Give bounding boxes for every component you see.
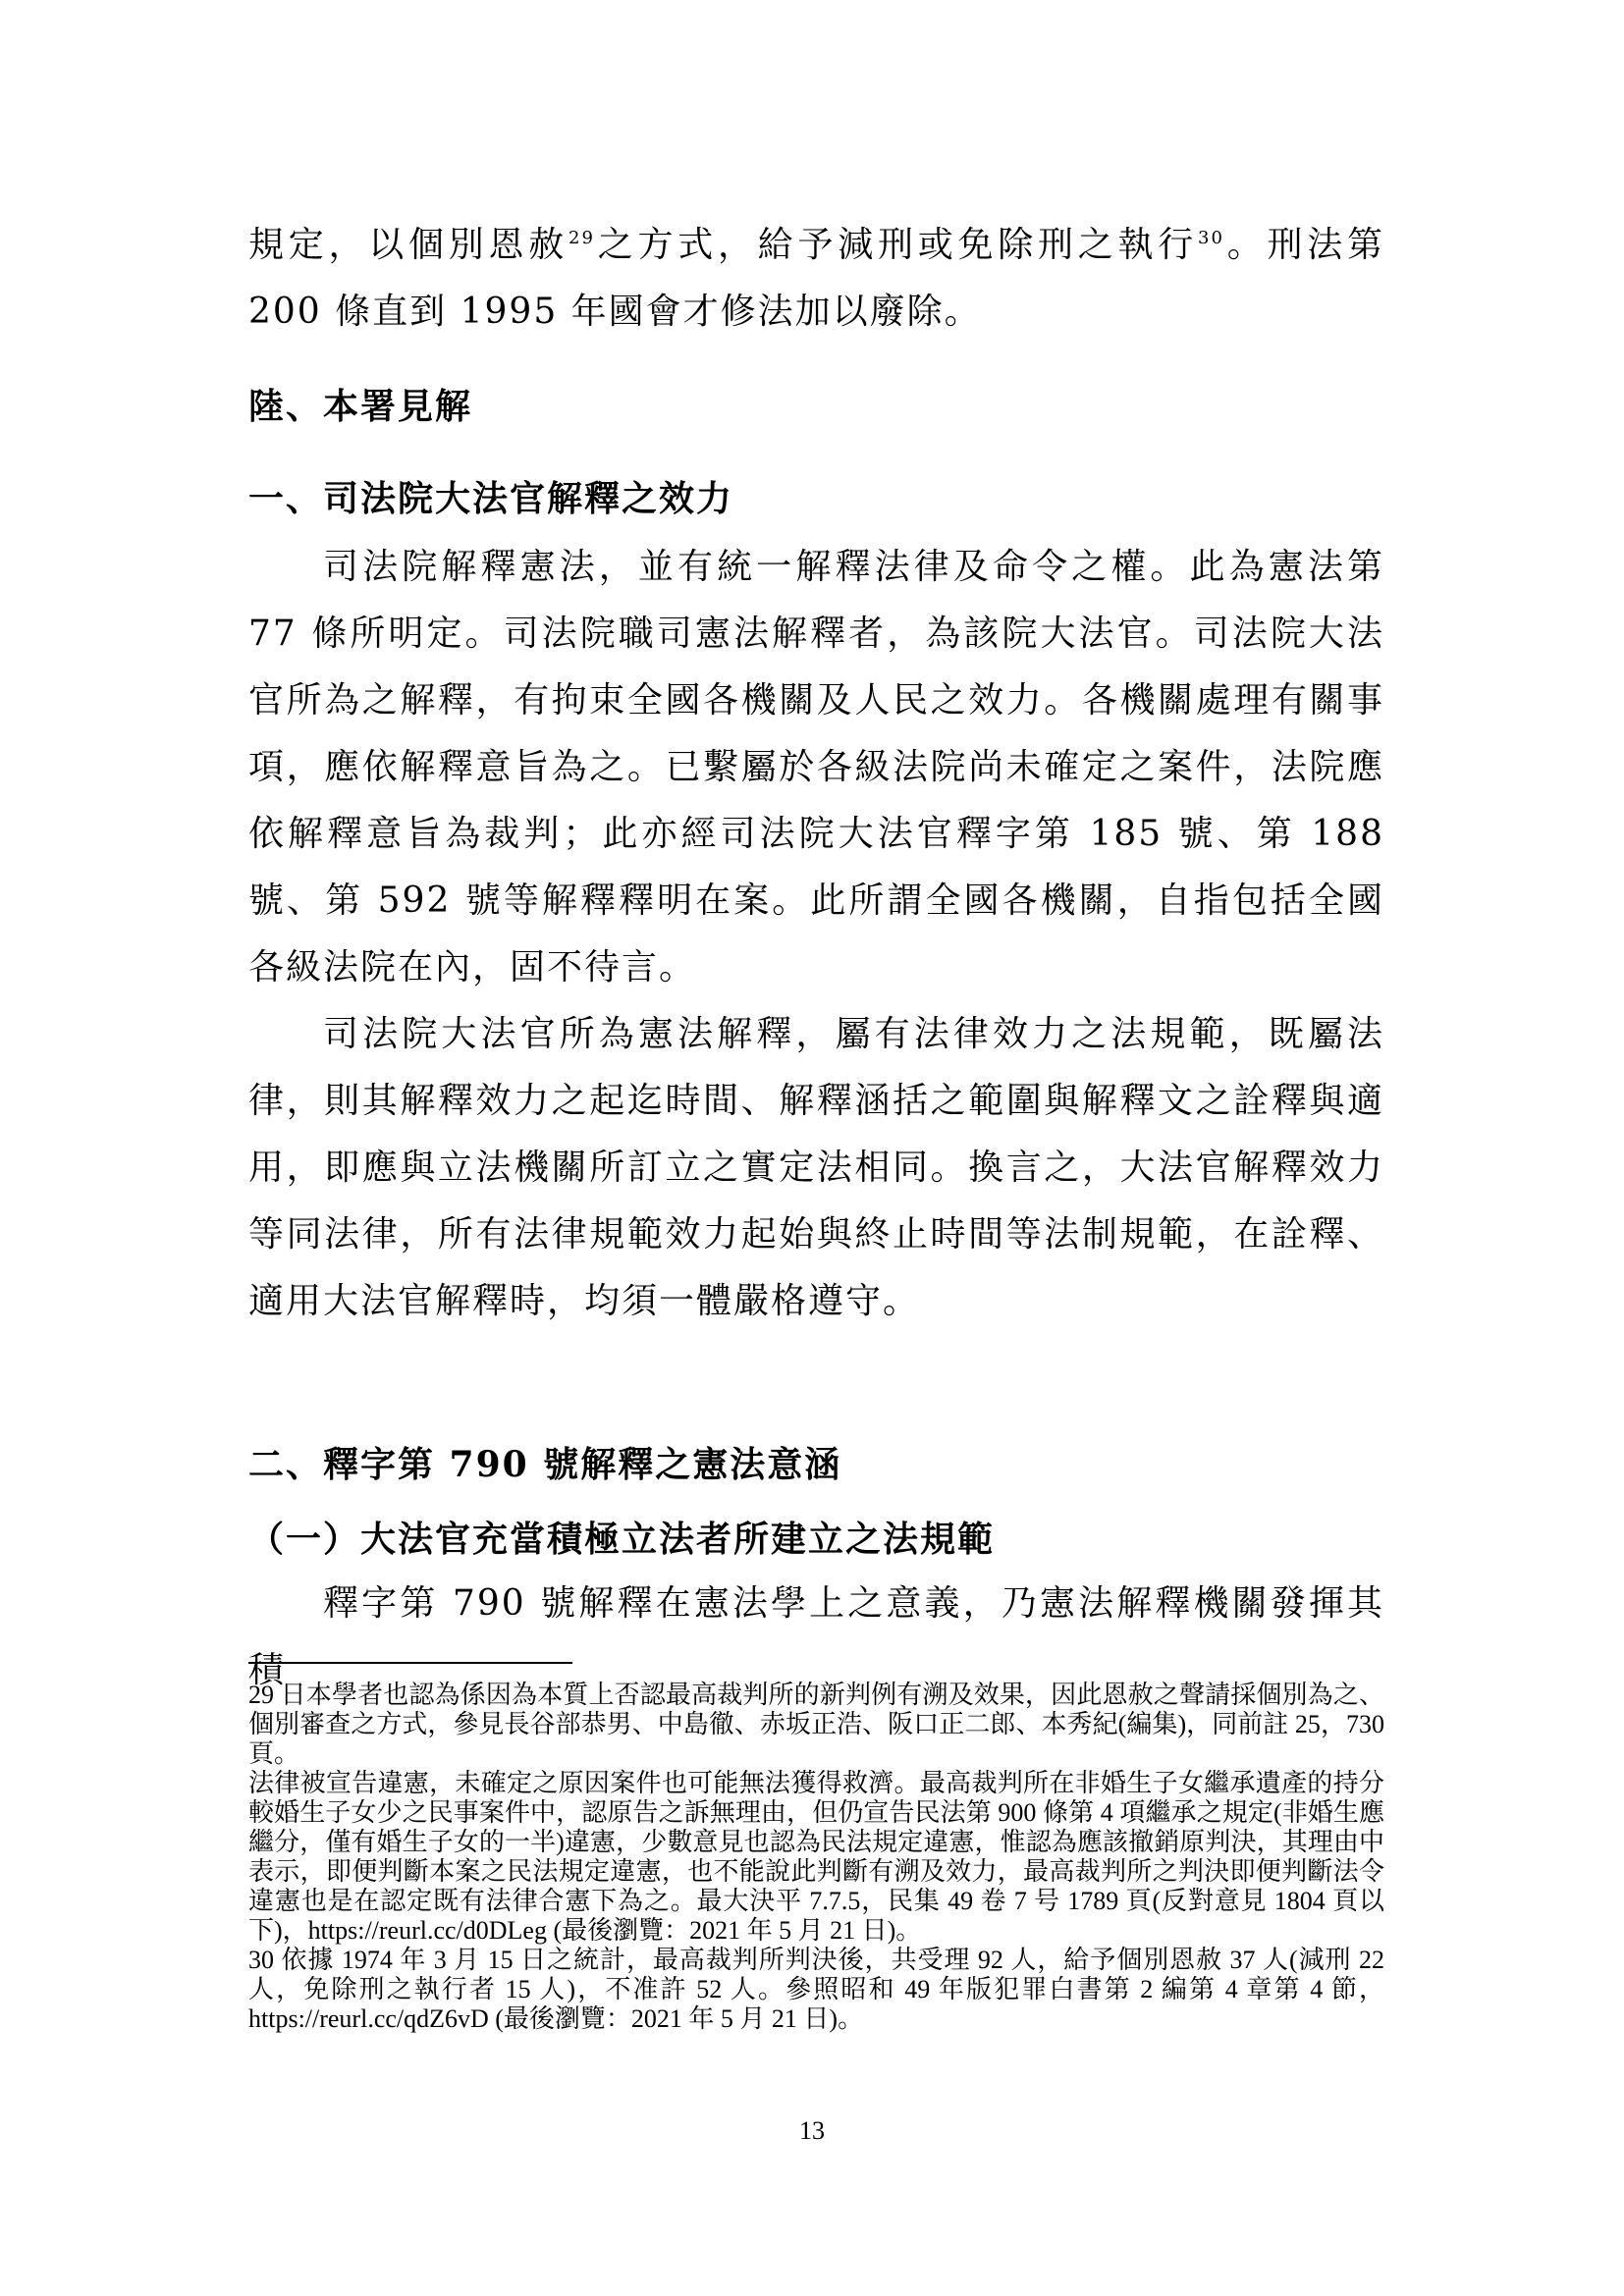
- footnote-30: 30 依據 1974 年 3 月 15 日之統計，最高裁判所判決後，共受理 92 人，給予個別恩赦 37 人(減刑 22 人，免除刑之執行者 15 人)，不准許 52 人。參照昭和 49 年版犯罪白書第 2 編第 4 章第 4 節，https://reurl.cc/qdZ6vD (最後瀏覽：2021 年 5 月 21 日)。: [248, 1946, 1384, 2033]
- footnote-29: 29 日本學者也認為係因為本質上否認最高裁判所的新判例有溯及效果，因此恩赦之聲請採個別為之、個別審查之方式，參見長谷部恭男、中島徹、赤坂正浩、阪口正二郎、本秀紀(編集)，同前註 25，730 頁。: [248, 1681, 1384, 1768]
- subsection1-paragraph-1: 司法院解釋憲法，並有統一解釋法律及命令之權。此為憲法第 77 條所明定。司法院職司憲法解釋者，為該院大法官。司法院大法官所為之解釋，有拘束全國各機關及人民之效力。各機關處理有關事項，應依解釋意旨為之。已繫屬於各級法院尚未確定之案件，法院應依解釋意旨為裁判；此亦經司法院大法官釋字第 185 號、第 188 號、第 592 號等解釋釋明在案。此所謂全國各機關，自指包括全國各級法院在內，固不待言。: [248, 547, 1384, 988]
- continuation-text: [248, 212, 1384, 346]
- footnote-ref-29[interactable]: 29: [568, 228, 595, 248]
- page-number: 13: [799, 2116, 825, 2145]
- footnote-divider: [248, 1662, 572, 1664]
- subsection2-heading: 二、釋字第 790 號解釋之憲法意涵: [248, 1444, 842, 1485]
- footnote-29-continued: 法律被宣告違憲，未確定之原因案件也可能無法獲得救濟。最高裁判所在非婚生子女繼承遺產的持分較婚生子女少之民事案件中，認原告之訴無理由，但仍宣告民法第 900 條第 4 項繼承之規定(非婚生應繼分，僅有婚生子女的一半)違憲，少數意見也認為民法規定違憲，惟認為應該撤銷原判決，其理由中表示，即便判斷本案之民法規定違憲，也不能說此判斷有溯及效力，最高裁判所之判決即便判斷法令違憲也是在認定既有法律合憲下為之。最大決平 7.7.5，民集 49 卷 7 号 1789 頁(反對意見 1804 頁以下)，https://reurl.cc/d0DLeg (最後瀏覽：2021 年 5 月 21 日)。: [248, 1769, 1384, 1945]
- footnotes: [248, 1681, 1384, 2034]
- subsection1-heading: 一、司法院大法官解釋之效力: [248, 478, 734, 519]
- continuation-paragraph: 規定，以個別恩赦$^{29}$之方式，給予減刑或免除刑之執行$^{30}$。刑法第 200 條直到 1995 年國會才修法加以廢除。: [248, 225, 1384, 332]
- subsection1-paragraph-2: 司法院大法官所為憲法解釋，屬有法律效力之法規範，既屬法律，則其解釋效力之起迄時間、解釋涵括之範圍與解釋文之詮釋與適用，即應與立法機關所訂立之實定法相同。換言之，大法官解釋效力等同法律，所有法律規範效力起始與終止時間等法制規範，在詮釋、適用大法官解釋時，均須一體嚴格遵守。: [248, 1014, 1384, 1321]
- subsection2-subheading: （一）大法官充當積極立法者所建立之法規範: [248, 1519, 996, 1560]
- subsection1-body: [248, 534, 1384, 1335]
- subsection2-paragraph: 釋字第 790 號解釋在憲法學上之意義，乃憲法解釋機關發揮其積: [248, 1583, 1384, 1690]
- section-heading: 陸、本署見解: [248, 386, 473, 427]
- footnote-ref-30[interactable]: 30: [1198, 228, 1224, 248]
